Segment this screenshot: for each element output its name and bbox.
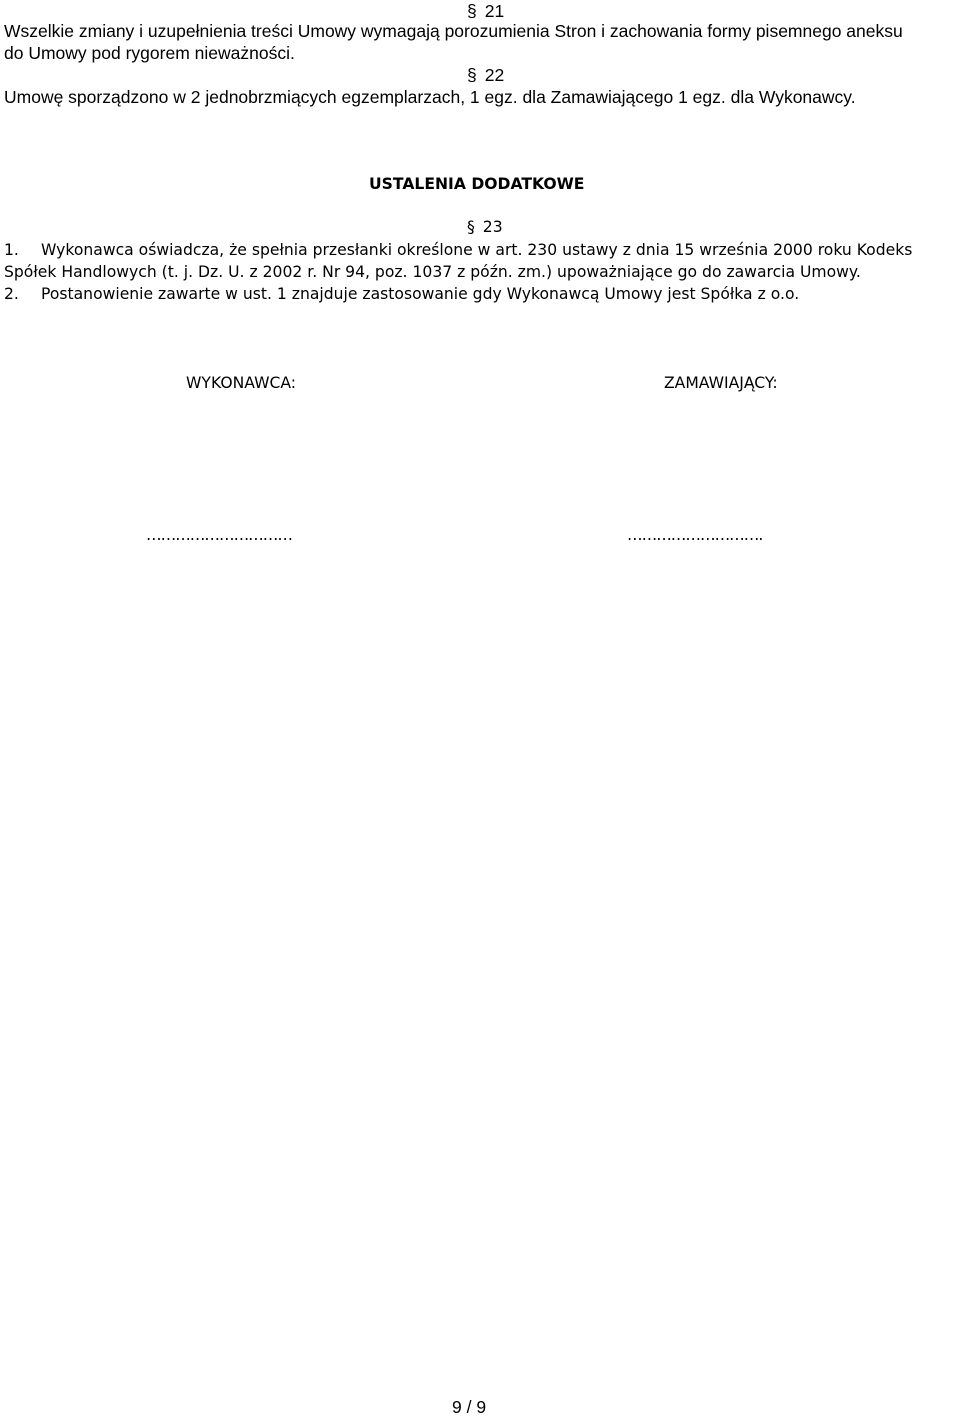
client-signature-line: ………………………. [627,526,763,544]
section-number: 22 [484,65,505,85]
section-21-text-line1: Wszelkie zmiany i uzupełnienia treści Umowy wymagają porozumienia Stron i zachowania formy pisemnego aneksu [4,21,903,41]
list-item [4,239,956,283]
list-item [4,283,956,305]
list-item-number: 1. [4,241,19,259]
list-item-text-line2: Spółek Handlowych (t. j. Dz. U. z 2002 r. Nr 94, poz. 1037 z późn. zm.) upoważniające go do zawarcia Umowy. [4,263,861,281]
section-number: 23 [482,218,503,236]
section-symbol: § [467,1,477,21]
section-22-title [467,64,504,86]
contractor-signature-line: ………………………… [146,526,292,544]
list-item-number: 2. [4,285,19,303]
section-symbol: § [467,65,477,85]
additional-provisions-heading: USTALENIA DODATKOWE [369,175,585,193]
section-number: 21 [484,1,505,21]
section-21-title [467,0,504,22]
contractor-label: WYKONAWCA: [186,374,297,392]
section-21-text-line2: do Umowy pod rygorem nieważności. [4,43,295,63]
section-22-text: Umowę sporządzono w 2 jednobrzmiących egzemplarzach, 1 egz. dla Zamawiającego 1 egz. dla Wykonawcy. [4,87,856,107]
section-symbol: § [467,218,475,236]
client-label: ZAMAWIAJĄCY: [664,374,778,392]
list-item-text-line1: Wykonawca oświadcza, że spełnia przesłanki określone w art. 230 ustawy z dnia 15 września 2000 roku Kodeks [41,241,913,259]
page-number: 9 / 9 [452,1397,487,1417]
list-item-text-line1: Postanowienie zawarte w ust. 1 znajduje zastosowanie gdy Wykonawcą Umowy jest Spółka z o.o. [41,285,800,303]
section-23-title [467,216,503,238]
